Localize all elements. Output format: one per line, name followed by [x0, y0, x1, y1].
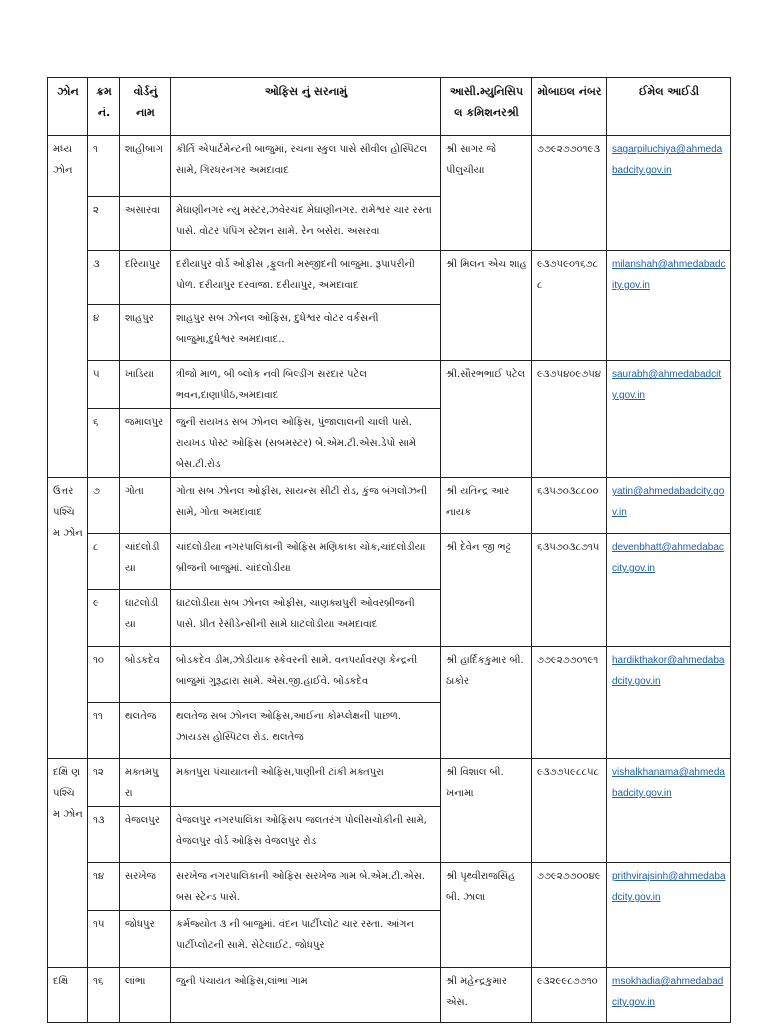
row-address: થલતેજ સબ ઝોનલ ઓફિસ,આઈના કોમ્પ્લેક્ષની પાછળ. ઝાયડસ હોસ્પિટલ રોડ. થલતેજ: [171, 703, 441, 759]
officer-mobile: ૭૭૯૨૭૭૦૧૯૩: [532, 136, 607, 251]
officer-mobile: ૭૭૯૨૭૭૦૧૯૧: [532, 647, 607, 759]
table-row: [48, 251, 731, 305]
officer-email-link[interactable]: hardikthakor@ahmedabadcity.gov.in: [607, 647, 731, 759]
row-ward: સરખેજ: [120, 863, 171, 911]
row-serial: ૩: [88, 251, 120, 305]
row-address: શાહપુર સબ ઝોનલ ઓફિસ, દુધેશ્વર વોટર વર્કસની બાજુમા,દુધેશ્વર અમદાવાદ..: [171, 305, 441, 361]
officer-email-link[interactable]: yatin@ahmedabadcity.gov.in: [607, 478, 731, 534]
row-address: જુની પંચાયત ઓફિસ,લાંભા ગામ: [171, 968, 441, 1023]
row-address: કર્મજ્યોત ૩ ની બાજુમાં. વંદન પાર્ટીપ્લોટ ચાર રસ્તા. આંગન પાર્ટીપ્લોટની સામે. સેટેલાઈટ. જોધપુર: [171, 911, 441, 968]
row-address: ત્રીજો માળ, બી બ્લોક નવી બિલ્ડીંગ સરદાર પટેલ ભવન,દાણાપીઠ,અમદાવાદ: [171, 361, 441, 409]
row-ward: વેજલપુર: [120, 807, 171, 863]
zone-south: દક્ષિ: [48, 968, 88, 1023]
officer-email-link[interactable]: prithvirajsinh@ahmedabadcity.gov.in: [607, 863, 731, 968]
row-ward: દરિયાપુર: [120, 251, 171, 305]
row-serial: ૧૨: [88, 759, 120, 807]
table-row: [48, 759, 731, 807]
officer-mobile: ૯૩૭૫૪૦૯૭૫૪: [532, 361, 607, 478]
row-address: ચાંદલોડીયા નગરપાલિકાની ઓફિસ મણિકાકા ચોક,ચાંદલોડીયા બ્રીજની બાજુમાં. ચાંદલોડીયા: [171, 534, 441, 590]
row-address: જુની રાયખડ સબ ઝોનલ ઓફિસ, પુંજાલાલની ચાલી પાસે. રાયખડ પોસ્ટ ઓફિસ (સબમસ્ટર) બે.એમ.ટી.એસ.ડેપો સામે બેસ.ટી.રોડ: [171, 409, 441, 478]
row-address: વેજલપુર નગરપાલિકા ઓફિસપ જલતરંગ પોલીસચોકીની સામે, વેજલપુર વોર્ડ ઓફિસ વેજલપુર રોડ: [171, 807, 441, 863]
row-ward: બોડકદેવ: [120, 647, 171, 703]
officer-name: શ્રી સાગર જે પીલુચીયા: [441, 136, 532, 251]
zone-central: મધ્ય ઝોન: [48, 136, 88, 478]
header-email: ઈમેલ આઈડી: [607, 78, 731, 136]
officer-mobile: ૬૩૫૭૦૩૮૭૧૫: [532, 534, 607, 647]
officer-mobile: ૯૩૭૭૫૯૮૮૫૮: [532, 759, 607, 863]
row-serial: ૯: [88, 590, 120, 647]
officer-email-link[interactable]: milanshah@ahmedabadcity.gov.in: [607, 251, 731, 361]
row-address: ઘાટલોડીયા સબ ઝોનલ ઓફીસ, ચાણક્યપુરી ઓવરબ્રીજની પાસે. પ્રીત રેસીડેન્સીની સામે ઘાટલોડીયા અમદાવાદ: [171, 590, 441, 647]
row-ward: જમાલપુર: [120, 409, 171, 478]
row-ward: મક્તમપુરા: [120, 759, 171, 807]
table-row: [48, 534, 731, 590]
row-serial: ૧૧: [88, 703, 120, 759]
zone-north-west: ઉત્તર પશ્ચિ મ ઝોન: [48, 478, 88, 759]
row-serial: ૧૩: [88, 807, 120, 863]
row-ward: ગોતા: [120, 478, 171, 534]
table-row: [48, 361, 731, 409]
row-serial: ૧: [88, 136, 120, 197]
row-address: મક્તપુરા પંચાયાતની ઓફિસ,પાણીની ટાંકી મક્તપુરા: [171, 759, 441, 807]
officer-name: શ્રી વિશાલ બી. ખનામા: [441, 759, 532, 863]
officer-email-link[interactable]: saurabh@ahmedabadcity.gov.in: [607, 361, 731, 478]
row-ward: શાહપુર: [120, 305, 171, 361]
officer-name: શ્રી પૃથ્વીરાજસિંહ બી. ઝાલા: [441, 863, 532, 968]
row-serial: ૧૪: [88, 863, 120, 911]
row-ward: જોધપુર: [120, 911, 171, 968]
officer-email-link[interactable]: devenbhatt@ahmedabaccity.gov.in: [607, 534, 731, 647]
officer-mobile: ૯૩૭૫૯૦૧૬૭૮૮: [532, 251, 607, 361]
row-address: સરખેજ નગરપાલિકાની ઓફિસ સરખેજ ગામ બે.એમ.ટી.એસ. બસ સ્ટેન્ડ પાસે.: [171, 863, 441, 911]
officer-mobile: ૯૩૨૯૯૮૭૭૧૦: [532, 968, 607, 1023]
row-ward: લાંભા: [120, 968, 171, 1023]
officer-mobile: ૭૭૯૨૭૭૦૦૪૯: [532, 863, 607, 968]
officer-mobile: ૬૩૫૭૦૩૮૮૦૦: [532, 478, 607, 534]
row-address: બોડકદેવ ડીમ,ઝોડીયાક સ્કેવરની સામે. વનપર્યાવરણ કેન્દ્રની બાજુમાં ગુરૂદ્વારા સામે. એસ.જી.હાઈવે. બોડકદેવ: [171, 647, 441, 703]
row-serial: ૭: [88, 478, 120, 534]
row-ward: ઘાટલોડીયા: [120, 590, 171, 647]
table-row: [48, 478, 731, 534]
row-serial: ૨: [88, 197, 120, 251]
officer-name: શ્રી મહેન્દ્રકુમાર એસ.: [441, 968, 532, 1023]
table-row: [48, 863, 731, 911]
row-serial: ૮: [88, 534, 120, 590]
header-ward-name: વોર્ડનું નામ: [120, 78, 171, 136]
officer-email-link[interactable]: msokhadia@ahmedabadcity.gov.in: [607, 968, 731, 1023]
row-serial: ૧૫: [88, 911, 120, 968]
row-ward: ચાંદલોડીયા: [120, 534, 171, 590]
row-serial: ૪: [88, 305, 120, 361]
header-row: [48, 78, 731, 136]
table-row: [48, 136, 731, 197]
row-address: મેઘાણીનગર ન્યુ મસ્ટર,ઝવેરચંદ મેઘાણીનગર. રામેશ્વર ચાર રસ્તા પાસે. વોટર પંપિંગ સ્ટેશન સામે. રેન બસેરા. અસરવા: [171, 197, 441, 251]
zone-south-west: દક્ષિ ણ પશ્ચિ મ ઝોન: [48, 759, 88, 968]
row-address: દરીયાપુર વોર્ડ ઓફીસ ,ફુલતી મસ્જીદની બાજુમા. રૂપાપરીની પોળ. દરીયાપુર દરવાજા. દરીયાપુર, અમદાવાદ: [171, 251, 441, 305]
officer-name: શ્રી દેવેન જી ભટ્ટ: [441, 534, 532, 647]
row-serial: ૧૦: [88, 647, 120, 703]
table-row: [48, 647, 731, 703]
header-asst-commissioner: આસી.મ્યુનિસિપલ કમિશનરશ્રી: [441, 78, 532, 136]
row-ward: શાહીબાગ: [120, 136, 171, 197]
ward-office-table: [47, 77, 731, 1023]
row-address: ગોતા સબ ઝોનલ ઓફીસ, સાયન્સ સીટી રોડ, કુંજ બંગલોઝની સામે, ગોતા અમદાવાદ: [171, 478, 441, 534]
officer-email-link[interactable]: vishalkhanama@ahmedabadcity.gov.in: [607, 759, 731, 863]
row-ward: થલતેજ: [120, 703, 171, 759]
row-ward: અસારવા: [120, 197, 171, 251]
row-serial: ૧૬: [88, 968, 120, 1023]
officer-name: શ્રી મિલન એચ શાહ: [441, 251, 532, 361]
row-serial: ૬: [88, 409, 120, 478]
officer-name: શ્રી યતિન્દ્ર આર નાયક: [441, 478, 532, 534]
header-serial: ક્રમ નં.: [88, 78, 120, 136]
header-mobile: મોબાઇલ નંબર: [532, 78, 607, 136]
officer-name: શ્રી.સૌરભભાઈ પટેલ: [441, 361, 532, 478]
row-ward: ખાડિયા: [120, 361, 171, 409]
officer-email-link[interactable]: sagarpiluchiya@ahmedabadcity.gov.in: [607, 136, 731, 251]
header-zone: ઝોન: [48, 78, 88, 136]
table-row: [48, 968, 731, 1023]
header-office-address: ઓફિસ નું સરનામું: [171, 78, 441, 136]
row-address: કીર્તિ એપાર્ટમેન્ટની બાજુમાં, રચના સ્કુલ પાસે સીવીલ હોસ્પિટલ સામે, ગિરધરનગર અમદાવાદ: [171, 136, 441, 197]
row-serial: ૫: [88, 361, 120, 409]
officer-name: શ્રી હાર્દિકકુમાર બી. ઠાકોર: [441, 647, 532, 759]
